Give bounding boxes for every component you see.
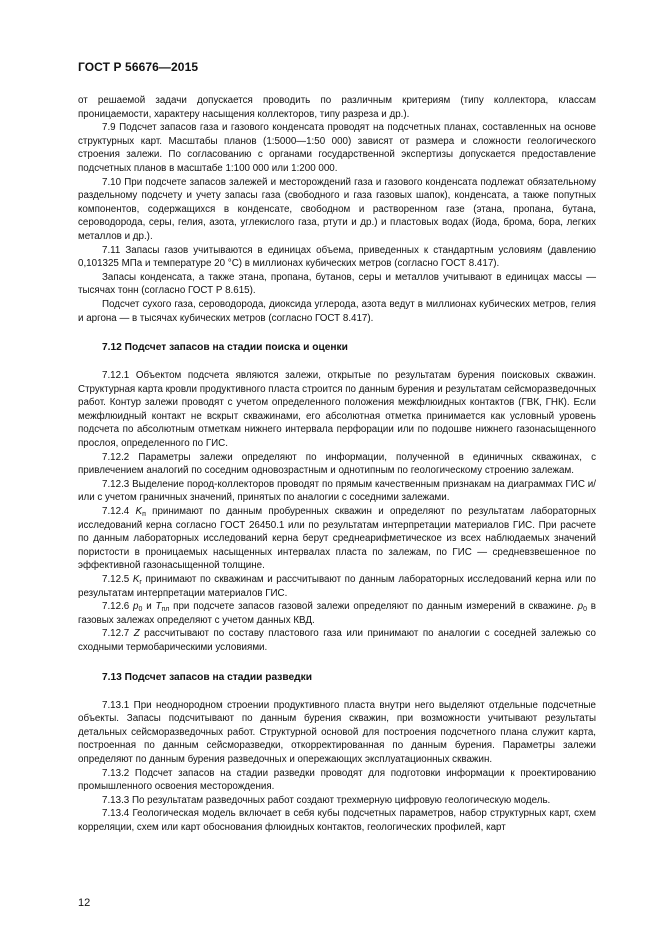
paragraph-7-12-5 — [78, 573, 596, 600]
symbol-subscript: 0 — [138, 606, 143, 614]
paragraph-condensate: Запасы конденсата, а также этана, пропана, бутанов, серы и металлов учитывают в единицах массы — тысячах тонн (согласно ГОСТ Р 8.615). — [78, 271, 596, 297]
symbol-subscript: 0 — [583, 606, 587, 614]
clause-text: рассчитывают по составу пластового газа или принимают по аналогии с соседней залежью со сходными термобарическими условиями. — [78, 628, 596, 653]
symbol: K — [132, 574, 140, 585]
paragraph-7-10: 7.10 При подсчете запасов залежей и месторождений газа и газового конденсата подлежат обязательному раздельному подсчету и учету запасы газа (свободного и газа газовых шапок), конденсата, а также попутных компонентов, содержащихся в конденсате, свободном и растворенном газе (этана, пропана, бутана, сероводорода, серы, гелия, азота, углекислого газа, ртути и др.) и пластовых водах (йода, брома, бора, легких металлов и др.). — [78, 176, 596, 242]
clause-text: в газовых залежах определяют с учетом данных КВД. — [78, 601, 596, 626]
paragraph-7-13-1: 7.13.1 При неоднородном строении продуктивного пласта внутри него выделяют отдельные подсчетные объекты. Запасы подсчитывают по данным бурения скважин, при возможности учитывают результаты детальных сейсморазведочных работ. Структурной основой для построения подсчетного плана служит карта, построенная по данным сейсморазведки, откорректированная по данным бурения. Параметры залежи определяют по данным бурения разведочных и опережающих эксплуатационных скважин. — [78, 699, 596, 765]
paragraph-7-11: 7.11 Запасы газов учитываются в единицах объема, приведенных к стандартным условиям (давлению 0,101325 МПа и температуре 20 °С) в миллионах кубических метров (согласно ГОСТ 8.417). — [78, 244, 596, 270]
symbol-subscript: пл — [161, 606, 170, 614]
symbol: p — [577, 601, 584, 613]
paragraph-7-13-3: 7.13.3 По результатам разведочных работ создают трехмерную цифровую геологическую модель. — [102, 794, 551, 806]
clause-number: 7.12.4 — [102, 506, 136, 518]
paragraph-7-12-4 — [78, 505, 596, 573]
symbol: T — [155, 601, 162, 613]
paragraph-7-12-6 — [78, 600, 596, 627]
clause-text: и — [142, 601, 156, 613]
section-heading-7-12: 7.12 Подсчет запасов на стадии поиска и оценки — [102, 342, 348, 354]
section-heading-7-13: 7.13 Подсчет запасов на стадии разведки — [102, 671, 312, 683]
page-number: 12 — [78, 897, 91, 909]
paragraph-7-9: 7.9 Подсчет запасов газа и газового конденсата проводят на подсчетных планах, составленных на основе структурных карт. Масштабы планов (1:5000—1:50 000) зависят от размера и сложности геологического строения залежи. По согласованию с органами государственной экспертизы допускается предоставление подсчетных планов в масштабе 1:100 000 или 1:200 000. — [78, 122, 596, 174]
clause-text: при подсчете запасов газовой залежи определяют по данным измерений в скважине. — [169, 601, 578, 613]
clause-number: 7.12.6 — [102, 601, 134, 613]
clause-number: 7.12.5 — [102, 574, 133, 585]
paragraph-dry-gas: Подсчет сухого газа, сероводорода, диоксида углерода, азота ведут в миллионах кубических метров, гелия и аргона — в тысячах кубических метров (согласно ГОСТ 8.417). — [78, 298, 596, 324]
symbol-subscript: г — [139, 579, 142, 586]
document-body — [78, 94, 596, 835]
clause-text: принимают по данным пробуренных скважин и определяют по результатам лабораторных исследований керна согласно ГОСТ 26450.1 или по результатам интерпретации материалов ГИС. При расчете по данным лабораторных исследований керна берут среднеарифметическое из всех наблюдаемых значений пористости в проницаемых насыщенных интервалах пласта по залежам, по ГИС — средневзвешенное по эффективной газонасыщенной толщине. — [78, 506, 596, 572]
clause-number: 7.12.7 — [102, 628, 134, 640]
symbol: p — [133, 601, 139, 613]
paragraph-7-12-3: 7.12.3 Выделение пород-коллекторов проводят по прямым качественным признакам на диаграммах ГИС и/или с учетом граничных значений, принятых по аналогии с соседними залежами. — [78, 478, 596, 504]
paragraph-7-12-1: 7.12.1 Объектом подсчета являются залежи, открытые по результатам бурения поисковых скважин. Структурная карта кровли продуктивного пласта строится по данным бурения и результатам сейсморазведочных работ. Контур залежи проводят с учетом определенного положения межфлюидных контактов (ГВК, ГНК). Если межфлюидный контакт не вскрыт скважинами, его абсолютная отметка принимается как условный уровень подсчета по абсолютным отметкам нижнего интервала перфорации или по подошве нижнего газонасыщенного прослоя, определенного по ГИС. — [78, 370, 596, 450]
paragraph-7-12-7 — [78, 627, 596, 654]
symbol: K — [135, 506, 143, 518]
clause-text: принимают по скважинам и рассчитывают по данным лабораторных исследований керна или по результатам интерпретации материалов ГИС. — [78, 574, 596, 599]
paragraph-7-13-4: 7.13.4 Геологическая модель включает в себя кубы подсчетных параметров, набор структурных карт, схем корреляции, схем или карт обоснования флюидных контактов, геологических профилей, карт — [78, 808, 596, 833]
paragraph: от решаемой задачи допускается проводить по различным критериям (типу коллектора, классам проницаемости, характеру насыщения коллекторов, типу разреза и др.). — [78, 95, 596, 120]
symbol-subscript: п — [142, 511, 146, 519]
symbol: Z — [133, 628, 140, 640]
document-header: ГОСТ Р 56676—2015 — [78, 60, 199, 74]
paragraph-7-13-2: 7.13.2 Подсчет запасов на стадии разведки проводят для подготовки информации к проектированию промышленного освоения месторождения. — [78, 767, 596, 793]
paragraph-7-12-2: 7.12.2 Параметры залежи определяют по информации, полученной в единичных скважинах, с привлечением аналогий по соседним одновозрастным и однотипным по геологическому строению залежам. — [78, 451, 596, 477]
